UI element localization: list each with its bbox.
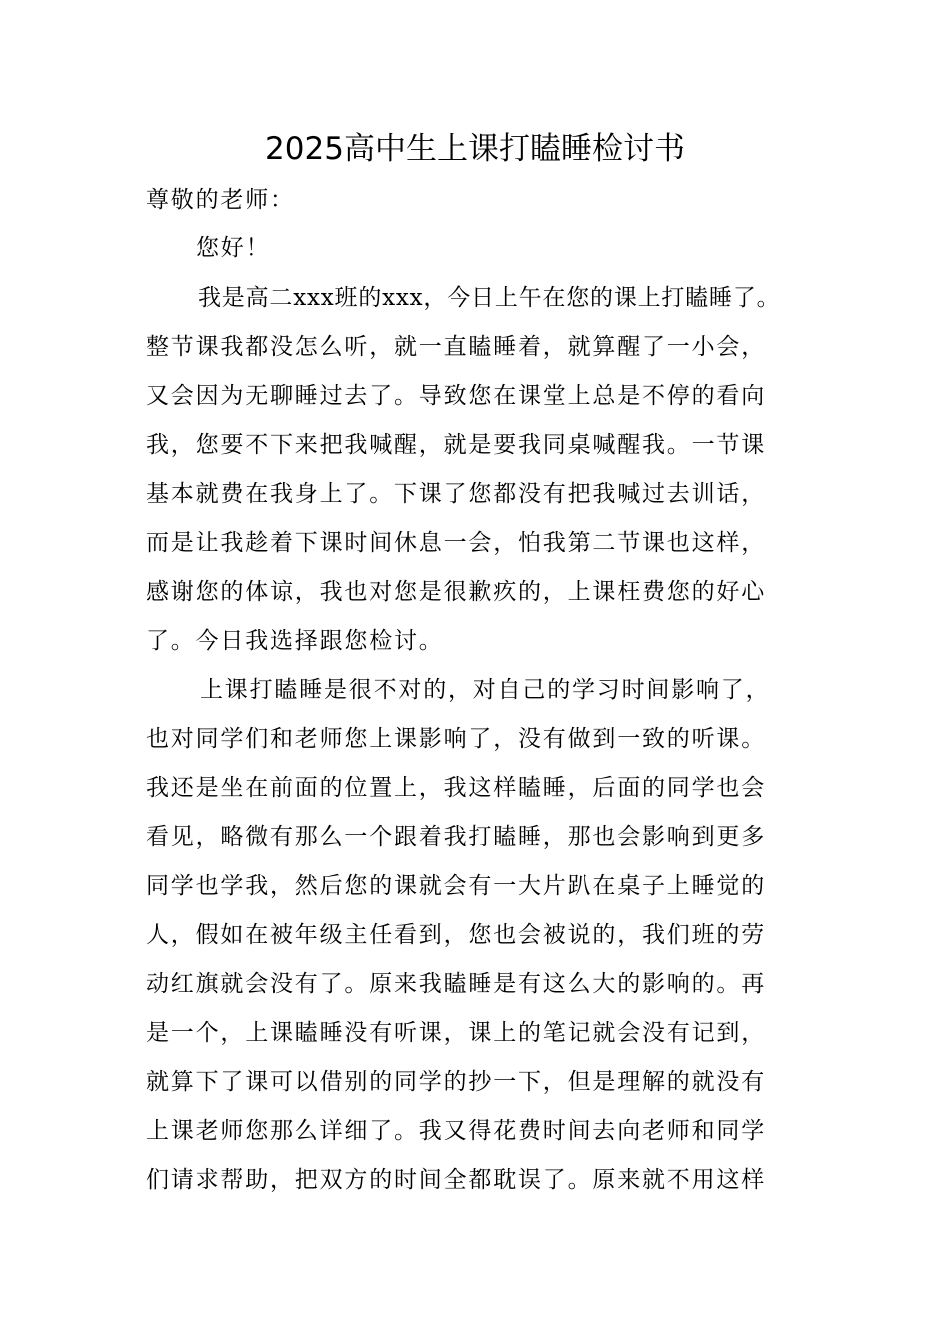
body-line: 人，假如在被年级主任看到，您也会被说的，我们班的劳: [146, 922, 766, 948]
body-line: 又会因为无聊睡过去了。导致您在课堂上总是不停的看向: [146, 383, 766, 409]
salutation: 尊敬的老师：: [146, 187, 295, 213]
body-line: 看见，略微有那么一个跟着我打瞌睡，那也会影响到更多: [146, 824, 766, 850]
body-line: 们请求帮助，把双方的时间全都耽误了。原来就不用这样: [146, 1167, 766, 1193]
document-title: 2025高中生上课打瞌睡检讨书: [265, 131, 685, 167]
body-line: 了。今日我选择跟您检讨。: [146, 628, 444, 654]
greeting: 您好！: [196, 235, 271, 261]
body-line: 我，您要不下来把我喊醒，就是要我同桌喊醒我。一节课: [146, 432, 766, 458]
body-line: 就算下了课可以借别的同学的抄一下，但是理解的就没有: [146, 1069, 766, 1095]
body-line: 而是让我趁着下课时间休息一会，怕我第二节课也这样，: [146, 530, 766, 556]
body-line: 整节课我都没怎么听，就一直瞌睡着，就算醒了一小会，: [146, 334, 766, 360]
body-line: 上课老师您那么详细了。我又得花费时间去向老师和同学: [146, 1118, 766, 1144]
body-line: 也对同学们和老师您上课影响了，没有做到一致的听课。: [146, 726, 766, 752]
body-line: 我是高二xxx班的xxx，今日上午在您的课上打瞌睡了。: [198, 285, 781, 311]
body-line: 感谢您的体谅，我也对您是很歉疚的，上课枉费您的好心: [146, 579, 766, 605]
body-line: 动红旗就会没有了。原来我瞌睡是有这么大的影响的。再: [146, 971, 766, 997]
body-line: 我还是坐在前面的位置上，我这样瞌睡，后面的同学也会: [146, 775, 766, 801]
body-line: 同学也学我，然后您的课就会有一大片趴在桌子上睡觉的: [146, 873, 766, 899]
body-line: 基本就费在我身上了。下课了您都没有把我喊过去训话，: [146, 481, 766, 507]
body-line: 是一个，上课瞌睡没有听课，课上的笔记就会没有记到，: [146, 1020, 766, 1046]
body-line: 上课打瞌睡是很不对的，对自己的学习时间影响了，: [200, 677, 771, 703]
